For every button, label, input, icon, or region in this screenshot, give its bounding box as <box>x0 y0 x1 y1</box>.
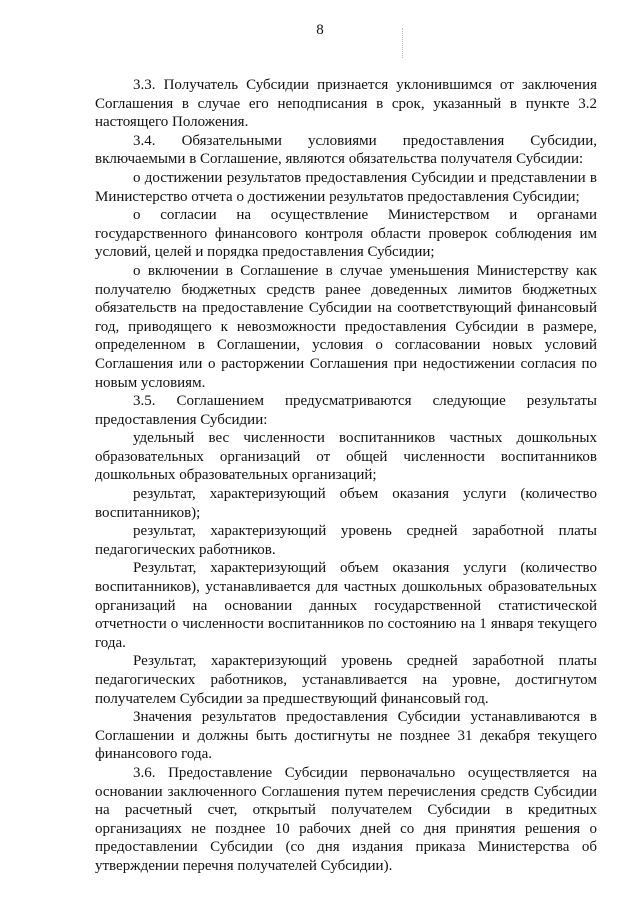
paragraph-3-4-control-consent: о согласии на осуществление Министерством и органами государственного финансового контроля области проверок соблюдения им условий, целей и порядка предоставления Субсидии; <box>95 207 597 261</box>
paragraph-3-5-service-volume: результат, характеризующий объем оказания услуги (количество воспитанников); <box>95 486 597 521</box>
paragraph-results-deadline: Значения результатов предоставления Субсидии устанавливаются в Соглашении и должны быть достигнуты не позднее 31 декабря текущего финансового года. <box>95 709 597 763</box>
paragraph-salary-rule: Результат, характеризующий уровень средней заработной платы педагогических работников, устанавливается на уровне, достигнутом получателем Субсидии за предшествующий финансовый год. <box>95 653 597 707</box>
paragraph-3-4-results-report: о достижении результатов предоставления Субсидии и представлении в Министерство отчета о достижении результатов предоставления Субсидии; <box>95 169 597 205</box>
page-number: 8 <box>316 22 324 38</box>
paragraph-3-5-share-of-pupils: удельный вес численности воспитанников частных дошкольных образовательных организаций от общей численности воспитанников дошкольных образовательных организаций; <box>95 430 597 484</box>
paragraph-3-5-average-salary: результат, характеризующий уровень средней заработной платы педагогических работников. <box>95 523 597 558</box>
paragraph-service-volume-rule: Результат, характеризующий объем оказания услуги (количество воспитанников), устанавливается для частных дошкольных образовательных организаций на основании данных государственной статистической отчетности о численности воспитанников по состоянию на 1 января текущего года. <box>95 560 597 651</box>
paragraph-3-5: 3.5. Соглашением предусматриваются следующие результаты предоставления Субсидии: <box>95 393 597 428</box>
document-body <box>95 76 597 876</box>
paragraph-3-3: 3.3. Получатель Субсидии признается уклонившимся от заключения Соглашения в случае его неподписания в срок, указанный в пункте 3.2 настоящего Положения. <box>95 77 597 131</box>
paragraph-3-4: 3.4. Обязательными условиями предоставления Субсидии, включаемыми в Соглашение, являются обязательства получателя Субсидии: <box>95 132 597 168</box>
paragraph-3-6: 3.6. Предоставление Субсидии первоначально осуществляется на основании заключенного Соглашения путем перечисления средств Субсидии на расчетный счет, открытый получателем Субсидии в кредитных организациях не позднее 10 рабочих дней со дня принятия решения о предоставлении Субсидии (со дня издания приказа Министерства об утверждении перечня получателей Субсидии). <box>95 764 597 874</box>
paragraph-3-4-limits-reduction: о включении в Соглашение в случае уменьшения Министерству как получателю бюджетных средств ранее доведенных лимитов бюджетных обязательств на предоставление Субсидии на соответствующий финансовый год, приводящего к невозможности предоставления Субсидии в размере, определенном в Соглашении, условия о согласовании новых условий Соглашения или о расторжении Соглашения при недостижении согласия по новым условиям. <box>95 262 597 391</box>
